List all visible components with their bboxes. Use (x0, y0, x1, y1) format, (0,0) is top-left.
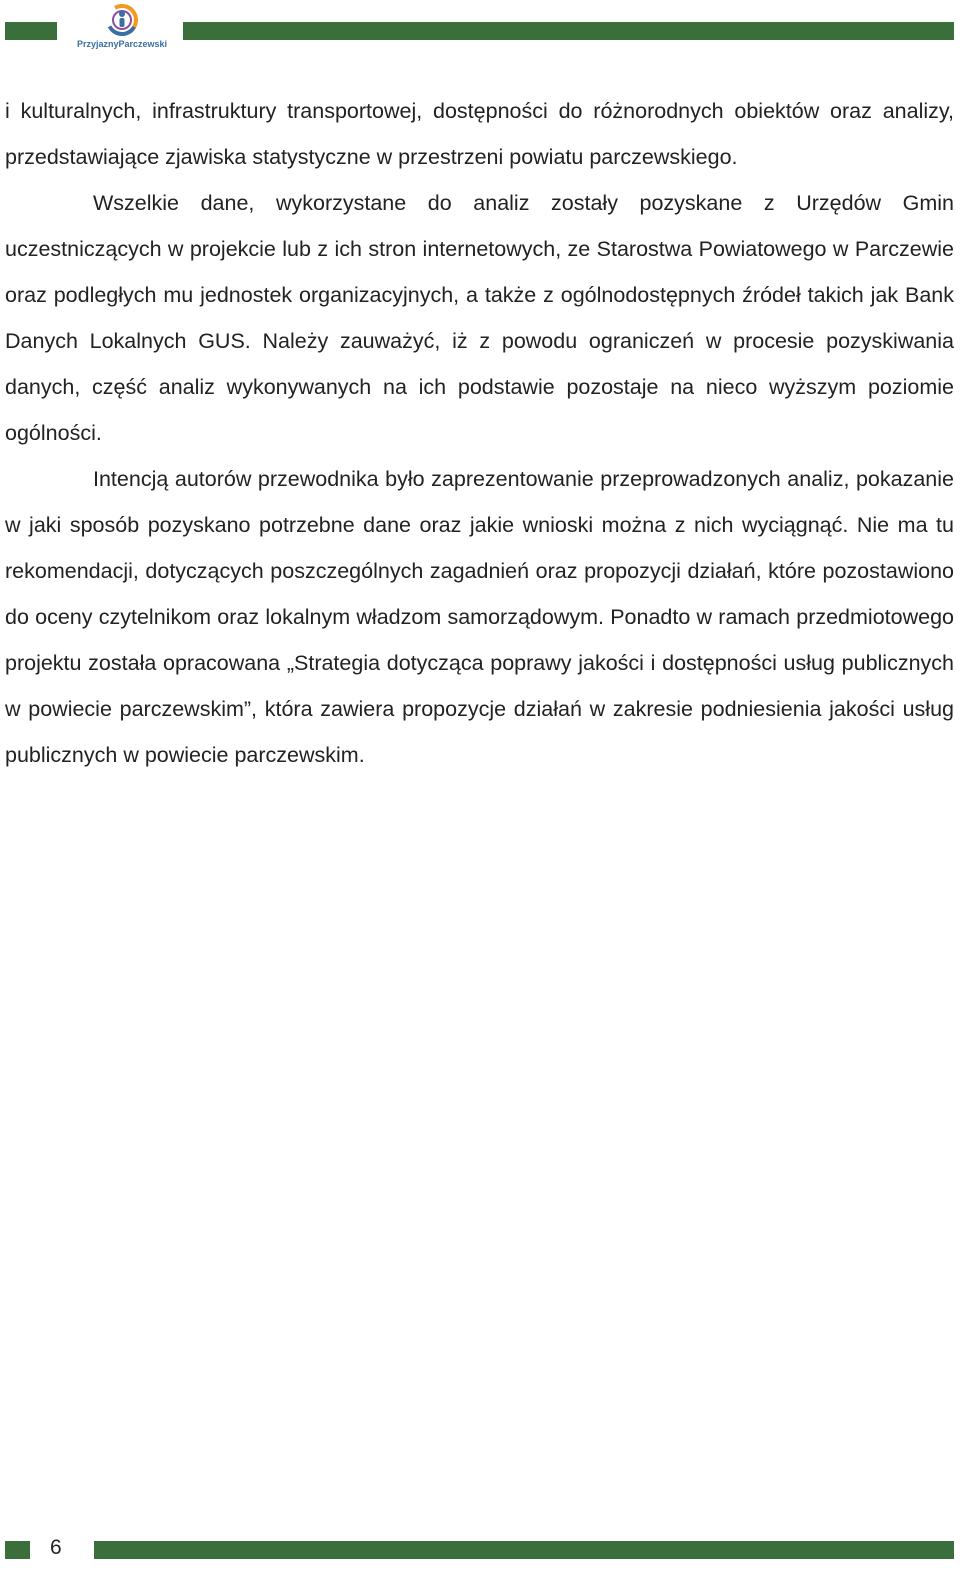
document-body (5, 88, 954, 778)
logo-text: PrzyjaznyParczewski (76, 39, 168, 49)
logo-icon (102, 2, 142, 38)
footer-bar-right (94, 1541, 954, 1559)
page-number: 6 (50, 1536, 62, 1559)
logo (70, 2, 174, 54)
footer-bar-left (5, 1541, 30, 1559)
paragraph: Wszelkie dane, wykorzystane do analiz zostały pozyskane z Urzędów Gmin uczestniczących w projekcie lub z ich stron internetowych, ze Starostwa Powiatowego w Parczewie oraz podległych mu jednostek organizacyjnych, a także z ogólnodostępnych źródeł takich jak Bank Danych Lokalnych GUS. Należy zauważyć, iż z powodu ograniczeń w procesie pozyskiwania danych, część analiz wykonywanych na ich podstawie pozostaje na nieco wyższym poziomie ogólności. (5, 191, 954, 445)
paragraph: i kulturalnych, infrastruktury transportowej, dostępności do różnorodnych obiektów oraz analizy, przedstawiające zjawiska statystyczne w przestrzeni powiatu parczewskiego. (5, 99, 954, 169)
paragraph: Intencją autorów przewodnika było zaprezentowanie przeprowadzonych analiz, pokazanie w jaki sposób pozyskano potrzebne dane oraz jakie wnioski można z nich wyciągnąć. Nie ma tu rekomendacji, dotyczących poszczególnych zagadnień oraz propozycji działań, które pozostawiono do oceny czytelnikom oraz lokalnym władzom samorządowym. Ponadto w ramach przedmiotowego projektu została opracowana „Strategia dotycząca poprawy jakości i dostępności usług publicznych w powiecie parczewskim”, która zawiera propozycje działań w zakresie podniesienia jakości usług publicznych w powiecie parczewskim. (5, 467, 954, 767)
header-bar-left (5, 22, 57, 40)
header-bar-right (183, 22, 954, 40)
